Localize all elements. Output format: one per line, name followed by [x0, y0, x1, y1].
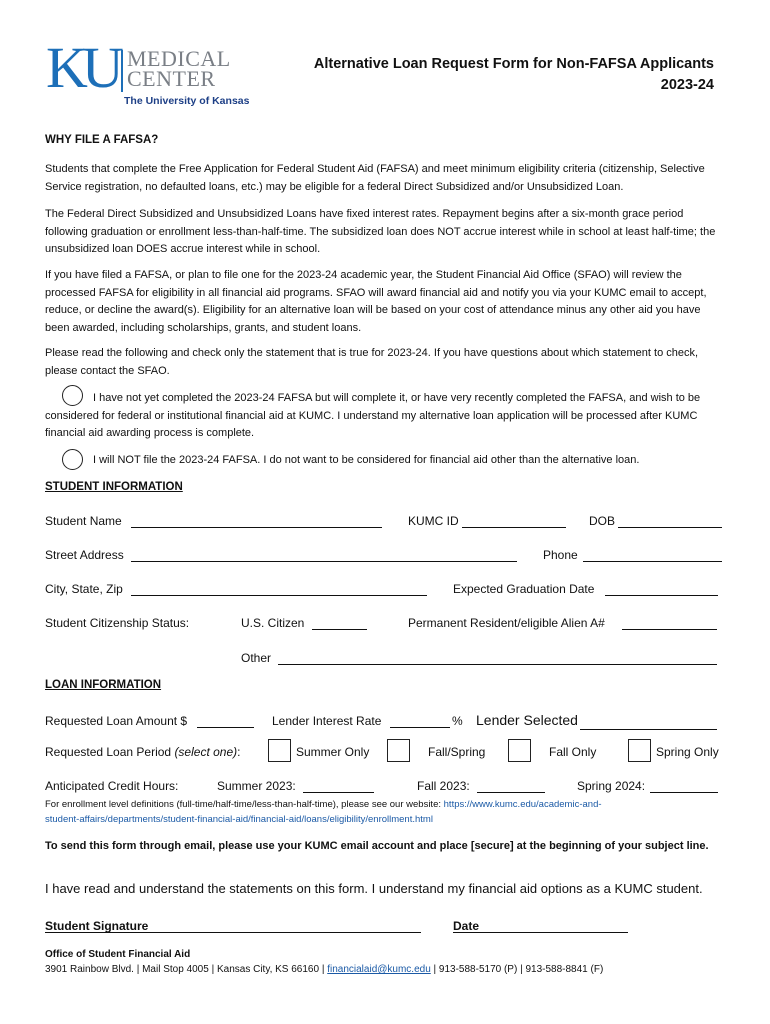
why-paragraph-1: Students that complete the Free Application for Federal Student Aid (FAFSA) and meet minimum eligibility criteria (citizenship, Selective Service registration, no defaulted loans, etc.) may be eligible for a federal Direct Subsidized and/or Unsubsidized Loan.	[45, 163, 705, 193]
form-title-year: 2023-24	[660, 77, 714, 93]
us-citizen-label: U.S. Citizen	[241, 616, 305, 630]
grad-date-label: Expected Graduation Date	[453, 582, 595, 596]
form-title	[314, 54, 714, 96]
kumc-id-field[interactable]	[462, 512, 566, 528]
fall-spring-checkbox[interactable]	[387, 739, 410, 762]
us-citizen-field[interactable]	[312, 614, 367, 630]
spring-only-label: Spring Only	[656, 745, 719, 759]
signature-label: Student Signature	[45, 919, 149, 933]
date-field[interactable]	[453, 917, 628, 933]
footer-contact	[45, 964, 603, 975]
spring-hours-label: Spring 2024:	[577, 779, 646, 793]
percent-sign: %	[452, 714, 463, 728]
select-one-hint: (select one)	[174, 745, 238, 759]
interest-rate-field[interactable]	[390, 712, 450, 728]
signature-field[interactable]	[45, 917, 421, 933]
other-field[interactable]	[278, 649, 717, 665]
option-2-radio[interactable]	[62, 449, 83, 470]
why-paragraph-4: Please read the following and check only the statement that is true for 2023-24. If you have questions about which statement to check, please contact the SFAO.	[45, 347, 699, 377]
lender-label: Lender Selected	[476, 712, 578, 728]
loan-period-label	[45, 745, 240, 759]
fall-only-label: Fall Only	[549, 745, 597, 759]
summer-only-checkbox[interactable]	[268, 739, 291, 762]
spring-hours-field[interactable]	[650, 777, 718, 793]
why-paragraph-2: The Federal Direct Subsidized and Unsubsidized Loans have fixed interest rates. Repayment begins after a six-month grace period following graduation or enrollment less-than-half-time. The subsidized loan does NOT accrue interest while in school at least half-time; the unsubsidized loan DOES accrue interest while in school.	[45, 208, 716, 255]
kumc-id-label: KUMC ID	[408, 514, 459, 528]
citizenship-label: Student Citizenship Status:	[45, 616, 190, 630]
fall-hours-field[interactable]	[477, 777, 545, 793]
loan-period-colon: :	[237, 745, 241, 759]
resident-label: Permanent Resident/eligible Alien A#	[408, 616, 605, 630]
date-label: Date	[453, 919, 480, 933]
credit-hours-label: Anticipated Credit Hours:	[45, 779, 179, 793]
summer-hours-label: Summer 2023:	[217, 779, 296, 793]
enrollment-link-part2[interactable]: student-affairs/departments/student-financial-aid/financial-aid/loans/eligibility/enrollment.html	[45, 814, 433, 825]
phone-field[interactable]	[583, 546, 722, 562]
street-field[interactable]	[131, 546, 517, 562]
loan-amount-field[interactable]	[197, 712, 254, 728]
dob-label: DOB	[589, 514, 616, 528]
other-label: Other	[241, 651, 272, 665]
footnote-text: For enrollment level definitions (full-time/half-time/less-than-half-time), please see our website:	[45, 799, 444, 810]
fall-only-checkbox[interactable]	[508, 739, 531, 762]
loan-amount-label: Requested Loan Amount $	[45, 714, 188, 728]
footer-office: Office of Student Financial Aid	[45, 949, 191, 960]
phone-label: Phone	[543, 548, 578, 562]
logo-university: The University of Kansas	[124, 95, 250, 107]
dob-field[interactable]	[618, 512, 722, 528]
enrollment-footnote	[45, 797, 602, 812]
fall-hours-label: Fall 2023:	[417, 779, 470, 793]
logo-medical: MEDICAL	[127, 46, 231, 71]
footer-address: 3901 Rainbow Blvd. | Mail Stop 4005 | Kansas City, KS 66160 |	[45, 964, 328, 975]
option-2-text: I will NOT file the 2023-24 FAFSA. I do not want to be considered for financial aid other than the alternative loan.	[93, 454, 640, 466]
grad-date-field[interactable]	[605, 580, 718, 596]
ku-logo: KU	[46, 35, 118, 100]
why-paragraph-3: If you have filed a FAFSA, or plan to file one for the 2023-24 academic year, the Student Financial Aid Office (SFAO) will review the processed FAFSA for eligibility in all financial aid programs. SFAO will award financial aid and notify you via your KUMC email to accept, reduce, or decline the award(s). Eligibility for an alternative loan will be based on your cost of attendance minus any other aid you have been awarded, including scholarships, grants, and student loans.	[45, 269, 707, 334]
fall-spring-label: Fall/Spring	[428, 745, 486, 759]
city-label: City, State, Zip	[45, 582, 123, 596]
enrollment-link-part1[interactable]: https://www.kumc.edu/academic-and-	[443, 799, 602, 810]
loan-heading: LOAN INFORMATION	[45, 679, 162, 691]
street-label: Street Address	[45, 548, 124, 562]
summer-only-label: Summer Only	[296, 745, 370, 759]
footer-email-link[interactable]: financialaid@kumc.edu	[327, 964, 431, 975]
option-1-text: I have not yet completed the 2023-24 FAFSA but will complete it, or have very recently completed the FAFSA, and wish to be considered for federal or institutional financial aid at KUMC. I understand my alternative loan application will be processed after KUMC financial aid awarding process is complete.	[45, 392, 701, 439]
logo-divider	[121, 50, 123, 92]
summer-hours-field[interactable]	[303, 777, 374, 793]
lender-field[interactable]	[580, 712, 717, 730]
student-name-field[interactable]	[131, 512, 382, 528]
footer-phones: | 913-588-5170 (P) | 913-588-8841 (F)	[430, 964, 604, 975]
acknowledgement: I have read and understand the statements on this form. I understand my financial aid options as a KUMC student.	[45, 881, 703, 896]
why-heading: WHY FILE A FAFSA?	[45, 134, 159, 146]
loan-period-text: Requested Loan Period	[45, 745, 172, 759]
resident-field[interactable]	[622, 614, 717, 630]
logo-center: CENTER	[127, 66, 216, 91]
spring-only-checkbox[interactable]	[628, 739, 651, 762]
student-name-label: Student Name	[45, 514, 122, 528]
email-note: To send this form through email, please use your KUMC email account and place [secure] at the beginning of your subject line.	[45, 840, 709, 852]
city-field[interactable]	[131, 580, 427, 596]
interest-rate-label: Lender Interest Rate	[272, 714, 382, 728]
student-heading: STUDENT INFORMATION	[45, 481, 183, 493]
form-title-line1: Alternative Loan Request Form for Non-FAFSA Applicants	[313, 56, 714, 72]
